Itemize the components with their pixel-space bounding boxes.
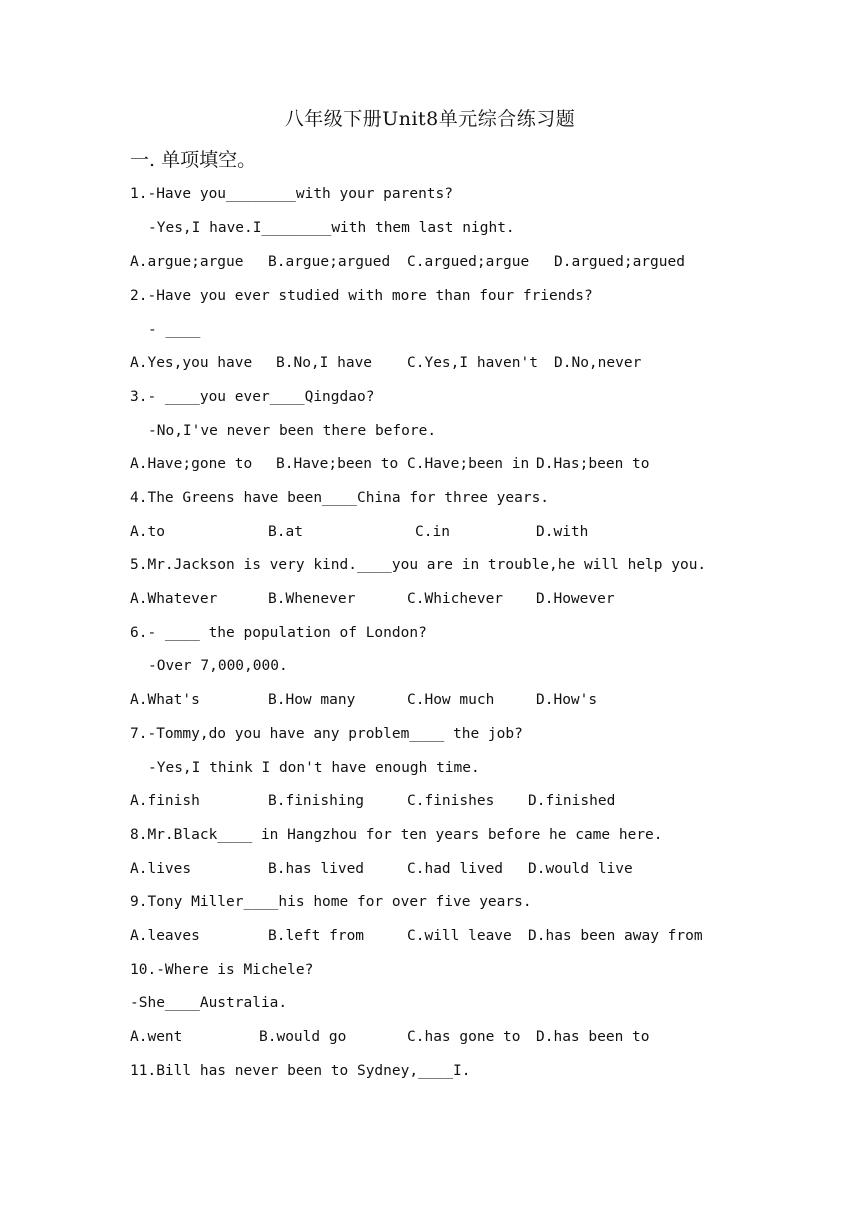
option-d: D.would live bbox=[528, 861, 633, 877]
option-d: D.No,never bbox=[554, 355, 642, 371]
option-d: D.However bbox=[536, 591, 615, 607]
option-b: B.No,I have bbox=[276, 355, 373, 371]
question-stem: 2.-Have you ever studied with more than four friends? bbox=[130, 288, 593, 304]
question-stem: 11.Bill has never been to Sydney,____I. bbox=[130, 1063, 471, 1079]
question-answer-line: -Yes,I have.I________with them last night. bbox=[148, 220, 515, 236]
question-options bbox=[130, 353, 750, 373]
option-a: A.finish bbox=[130, 793, 200, 809]
question-answer-line: -No,I've never been there before. bbox=[148, 423, 437, 439]
question-stem: 6.- ____ the population of London? bbox=[130, 625, 427, 641]
option-c: C.will leave bbox=[407, 928, 512, 944]
option-c: C.finishes bbox=[407, 793, 495, 809]
question-options bbox=[130, 690, 750, 710]
question-stem: 3.- ____you ever____Qingdao? bbox=[130, 389, 375, 405]
question-options bbox=[130, 859, 750, 879]
option-b: B.at bbox=[268, 524, 303, 540]
option-b: B.has lived bbox=[268, 861, 365, 877]
question-stem: 10.-Where is Michele? bbox=[130, 962, 314, 978]
option-c: C.Whichever bbox=[407, 591, 504, 607]
question-options bbox=[130, 252, 750, 272]
question-stem: 4.The Greens have been____China for three years. bbox=[130, 490, 550, 506]
option-b: B.Have;been to bbox=[276, 456, 399, 472]
question-answer-line: -She____Australia. bbox=[130, 995, 288, 1011]
page-title: 八年级下册Unit8单元综合练习题 bbox=[284, 108, 576, 130]
question-options bbox=[130, 454, 750, 474]
option-a: A.lives bbox=[130, 861, 192, 877]
option-c: C.argued;argue bbox=[407, 254, 530, 270]
option-b: B.Whenever bbox=[268, 591, 356, 607]
option-d: D.How's bbox=[536, 692, 598, 708]
question-stem: 7.-Tommy,do you have any problem____ the job? bbox=[130, 726, 523, 742]
option-d: D.has been to bbox=[536, 1029, 650, 1045]
option-a: A.argue;argue bbox=[130, 254, 244, 270]
question-stem: 5.Mr.Jackson is very kind.____you are in trouble,he will help you. bbox=[130, 557, 707, 573]
question-options bbox=[130, 522, 750, 542]
option-c: C.Yes,I haven't bbox=[407, 355, 538, 371]
question-answer-line: - ____ bbox=[148, 322, 201, 338]
option-b: B.How many bbox=[268, 692, 356, 708]
option-b: B.finishing bbox=[268, 793, 365, 809]
option-d: D.Has;been to bbox=[536, 456, 650, 472]
option-d: D.argued;argued bbox=[554, 254, 685, 270]
question-options bbox=[130, 589, 750, 609]
option-c: C.has gone to bbox=[407, 1029, 521, 1045]
option-d: D.has been away from bbox=[528, 928, 703, 944]
question-stem: 8.Mr.Black____ in Hangzhou for ten years before he came here. bbox=[130, 827, 663, 843]
option-d: D.with bbox=[536, 524, 589, 540]
option-c: C.Have;been in bbox=[407, 456, 530, 472]
option-b: B.argue;argued bbox=[268, 254, 391, 270]
option-a: A.Yes,you have bbox=[130, 355, 253, 371]
option-b: B.left from bbox=[268, 928, 365, 944]
option-a: A.What's bbox=[130, 692, 200, 708]
option-d: D.finished bbox=[528, 793, 616, 809]
section-heading: 一. 单项填空。 bbox=[130, 149, 257, 171]
option-a: A.leaves bbox=[130, 928, 200, 944]
option-a: A.Whatever bbox=[130, 591, 218, 607]
question-answer-line: -Over 7,000,000. bbox=[148, 658, 288, 674]
question-stem: 9.Tony Miller____his home for over five years. bbox=[130, 894, 532, 910]
question-stem: 1.-Have you________with your parents? bbox=[130, 186, 454, 202]
option-c: C.in bbox=[415, 524, 450, 540]
option-a: A.went bbox=[130, 1029, 183, 1045]
option-a: A.to bbox=[130, 524, 165, 540]
question-answer-line: -Yes,I think I don't have enough time. bbox=[148, 760, 480, 776]
option-a: A.Have;gone to bbox=[130, 456, 253, 472]
option-b: B.would go bbox=[259, 1029, 347, 1045]
question-options bbox=[130, 1027, 750, 1047]
question-options bbox=[130, 926, 750, 946]
option-c: C.How much bbox=[407, 692, 495, 708]
option-c: C.had lived bbox=[407, 861, 504, 877]
question-options bbox=[130, 791, 750, 811]
